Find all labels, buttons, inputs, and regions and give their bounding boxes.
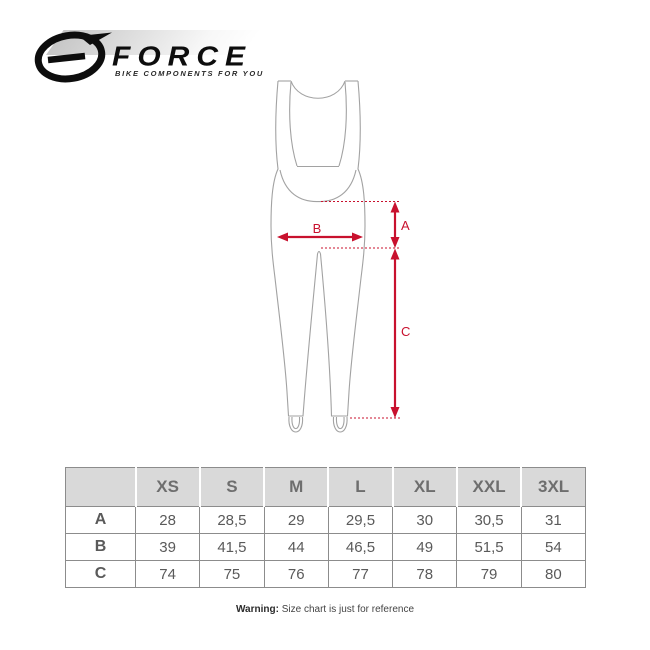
bib-tights-diagram: [230, 70, 430, 460]
measurement-label-a: A: [401, 218, 410, 233]
stirrup-right: [333, 417, 347, 432]
size-value-cell: 77: [328, 561, 392, 588]
size-value-cell: 54: [521, 534, 585, 561]
size-column-header-xxl: XXL: [457, 468, 521, 507]
size-column-header-s: S: [200, 468, 264, 507]
warning-note: [0, 604, 650, 615]
size-row-label: C: [66, 561, 136, 588]
force-f-icon: [33, 30, 113, 84]
size-value-cell: 46,5: [328, 534, 392, 561]
size-row-c: [66, 561, 586, 588]
warning-text: Size chart is just for reference: [278, 604, 415, 615]
size-column-header-l: L: [328, 468, 392, 507]
size-table: [65, 467, 586, 588]
size-value-cell: 29: [264, 507, 328, 534]
size-row-a: [66, 507, 586, 534]
size-value-cell: 30,5: [457, 507, 521, 534]
stirrup-left: [289, 417, 303, 432]
measurement-label-c: C: [401, 324, 411, 339]
measurement-label-b: B: [312, 221, 322, 236]
size-column-header-xs: XS: [136, 468, 200, 507]
size-row-b: [66, 534, 586, 561]
size-value-cell: 29,5: [328, 507, 392, 534]
garment-outline: [271, 81, 365, 416]
size-table-container: [65, 467, 586, 588]
size-value-cell: 30: [393, 507, 457, 534]
size-value-cell: 51,5: [457, 534, 521, 561]
size-column-header-xl: XL: [393, 468, 457, 507]
size-value-cell: 44: [264, 534, 328, 561]
measurement-arrow-c: [391, 249, 400, 419]
size-value-cell: 78: [393, 561, 457, 588]
size-value-cell: 79: [457, 561, 521, 588]
size-value-cell: 76: [264, 561, 328, 588]
size-row-label: B: [66, 534, 136, 561]
size-value-cell: 75: [200, 561, 264, 588]
size-value-cell: 31: [521, 507, 585, 534]
brand-tagline: BIKE COMPONENTS FOR YOU: [115, 69, 264, 78]
size-table-header-row: [66, 468, 586, 507]
size-value-cell: 39: [136, 534, 200, 561]
size-table-corner-cell: [66, 468, 136, 507]
brand-name: FORCE: [112, 41, 252, 72]
warning-prefix: Warning:: [235, 604, 279, 615]
size-value-cell: 41,5: [200, 534, 264, 561]
size-row-label: A: [66, 507, 136, 534]
size-value-cell: 74: [136, 561, 200, 588]
measurement-arrow-a: [391, 202, 400, 249]
size-column-header-3xl: 3XL: [521, 468, 585, 507]
size-value-cell: 80: [521, 561, 585, 588]
size-value-cell: 28,5: [200, 507, 264, 534]
size-value-cell: 28: [136, 507, 200, 534]
size-column-header-m: M: [264, 468, 328, 507]
size-value-cell: 49: [393, 534, 457, 561]
